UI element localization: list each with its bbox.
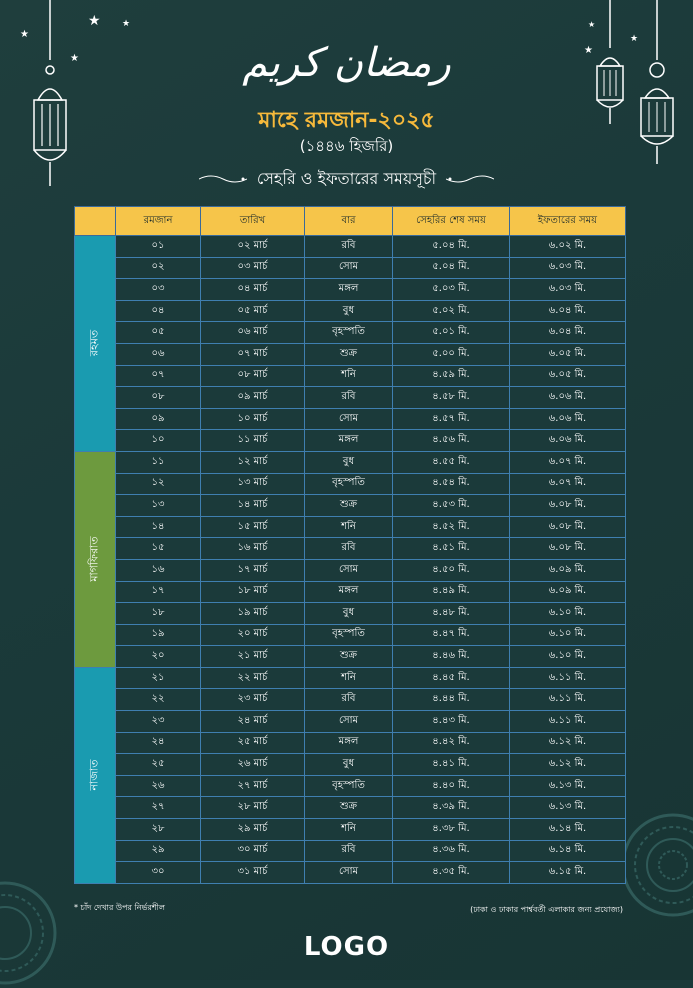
group-label: নাজাত bbox=[87, 759, 101, 791]
table-row bbox=[75, 300, 626, 322]
table-row bbox=[75, 451, 626, 473]
group-rahmat bbox=[75, 236, 116, 452]
cell-sehri-time: ৪.৩৮ মি. bbox=[393, 819, 510, 841]
group-label: মাগফিরাত bbox=[87, 536, 101, 583]
cell-weekday: সোম bbox=[305, 257, 393, 279]
table-row bbox=[75, 797, 626, 819]
cell-sehri-time: ৪.৫৮ মি. bbox=[393, 387, 510, 409]
cell-ramadan-day: ১৭ bbox=[116, 581, 201, 603]
cell-sehri-time: ৪.৩৬ মি. bbox=[393, 840, 510, 862]
cell-iftar-time: ৬.০৬ মি. bbox=[510, 430, 626, 452]
arabic-calligraphy: رمضان كريم bbox=[242, 40, 451, 86]
cell-ramadan-day: ১৫ bbox=[116, 538, 201, 560]
cell-date: ২০ মার্চ bbox=[201, 624, 305, 646]
cell-date: ০৪ মার্চ bbox=[201, 279, 305, 301]
table-row bbox=[75, 516, 626, 538]
cell-date: ২৩ মার্চ bbox=[201, 689, 305, 711]
cell-iftar-time: ৬.১০ মি. bbox=[510, 603, 626, 625]
cell-ramadan-day: ১৬ bbox=[116, 559, 201, 581]
hijri-year: (১৪৪৬ হিজরি) bbox=[299, 137, 394, 155]
cell-date: ১৯ মার্চ bbox=[201, 603, 305, 625]
cell-sehri-time: ৪.৩৯ মি. bbox=[393, 797, 510, 819]
cell-date: ০৭ মার্চ bbox=[201, 343, 305, 365]
cell-weekday: বৃহস্পতি bbox=[305, 322, 393, 344]
cell-ramadan-day: ২৩ bbox=[116, 711, 201, 733]
cell-ramadan-day: ০৯ bbox=[116, 408, 201, 430]
footnote-region: (ঢাকা ও ঢাকার পার্শ্ববর্তী এলাকার জন্য প্রযোজ্য) bbox=[470, 905, 623, 914]
cell-date: ১৪ মার্চ bbox=[201, 495, 305, 517]
cell-date: ১২ মার্চ bbox=[201, 451, 305, 473]
cell-date: ০৯ মার্চ bbox=[201, 387, 305, 409]
star-icon: ★ bbox=[122, 19, 131, 29]
cell-sehri-time: ৫.০৪ মি. bbox=[393, 236, 510, 258]
cell-iftar-time: ৬.১১ মি. bbox=[510, 711, 626, 733]
cell-date: ১৮ মার্চ bbox=[201, 581, 305, 603]
cell-date: ২৭ মার্চ bbox=[201, 775, 305, 797]
cell-iftar-time: ৬.০২ মি. bbox=[510, 236, 626, 258]
star-icon: ★ bbox=[20, 29, 29, 40]
cell-sehri-time: ৪.৫৯ মি. bbox=[393, 365, 510, 387]
cell-date: ২১ মার্চ bbox=[201, 646, 305, 668]
cell-sehri-time: ৪.৪০ মি. bbox=[393, 775, 510, 797]
cell-sehri-time: ৪.৪৫ মি. bbox=[393, 667, 510, 689]
cell-weekday: রবি bbox=[305, 840, 393, 862]
cell-iftar-time: ৬.০৯ মি. bbox=[510, 581, 626, 603]
star-icon: ★ bbox=[88, 13, 101, 29]
cell-sehri-time: ৪.৪৭ মি. bbox=[393, 624, 510, 646]
cell-sehri-time: ৪.৪৯ মি. bbox=[393, 581, 510, 603]
cell-iftar-time: ৬.১০ মি. bbox=[510, 646, 626, 668]
cell-sehri-time: ৪.৫২ মি. bbox=[393, 516, 510, 538]
table-row bbox=[75, 862, 626, 884]
cell-weekday: মঙ্গল bbox=[305, 430, 393, 452]
cell-ramadan-day: ০১ bbox=[116, 236, 201, 258]
group-maghfirat bbox=[75, 451, 116, 667]
cell-date: ২৪ মার্চ bbox=[201, 711, 305, 733]
column-header-group bbox=[75, 207, 116, 236]
cell-sehri-time: ৪.৪২ মি. bbox=[393, 732, 510, 754]
cell-sehri-time: ৪.৪৬ মি. bbox=[393, 646, 510, 668]
flourish-right-icon bbox=[446, 173, 494, 185]
cell-ramadan-day: ২০ bbox=[116, 646, 201, 668]
cell-date: ১৩ মার্চ bbox=[201, 473, 305, 495]
cell-date: ০৩ মার্চ bbox=[201, 257, 305, 279]
cell-date: ২৬ মার্চ bbox=[201, 754, 305, 776]
cell-weekday: বুধ bbox=[305, 603, 393, 625]
column-header-day: বার bbox=[305, 207, 393, 236]
table-row bbox=[75, 689, 626, 711]
table-row bbox=[75, 819, 626, 841]
cell-weekday: বৃহস্পতি bbox=[305, 775, 393, 797]
cell-ramadan-day: ২৫ bbox=[116, 754, 201, 776]
cell-date: ২২ মার্চ bbox=[201, 667, 305, 689]
cell-iftar-time: ৬.১২ মি. bbox=[510, 732, 626, 754]
cell-ramadan-day: ০৭ bbox=[116, 365, 201, 387]
table-row bbox=[75, 732, 626, 754]
cell-ramadan-day: ৩০ bbox=[116, 862, 201, 884]
cell-sehri-time: ৪.৫৩ মি. bbox=[393, 495, 510, 517]
table-row bbox=[75, 343, 626, 365]
cell-sehri-time: ৪.৫৭ মি. bbox=[393, 408, 510, 430]
lantern-icon bbox=[28, 0, 72, 190]
table-body bbox=[75, 236, 626, 884]
cell-ramadan-day: ০৫ bbox=[116, 322, 201, 344]
star-icon: ★ bbox=[588, 20, 596, 29]
page-title: মাহে রমজান-২০২৫ bbox=[258, 108, 435, 133]
cell-ramadan-day: ০৪ bbox=[116, 300, 201, 322]
cell-sehri-time: ৪.৫১ মি. bbox=[393, 538, 510, 560]
cell-ramadan-day: ১১ bbox=[116, 451, 201, 473]
cell-weekday: সোম bbox=[305, 862, 393, 884]
table-header-row bbox=[75, 207, 626, 236]
star-icon: ★ bbox=[584, 45, 593, 56]
table-row bbox=[75, 387, 626, 409]
cell-weekday: শনি bbox=[305, 516, 393, 538]
cell-iftar-time: ৬.১৪ মি. bbox=[510, 819, 626, 841]
cell-iftar-time: ৬.০৮ মি. bbox=[510, 538, 626, 560]
table-row bbox=[75, 754, 626, 776]
cell-weekday: শুক্র bbox=[305, 797, 393, 819]
table-row bbox=[75, 603, 626, 625]
cell-weekday: বুধ bbox=[305, 300, 393, 322]
table-row bbox=[75, 430, 626, 452]
cell-date: ১৫ মার্চ bbox=[201, 516, 305, 538]
table-row bbox=[75, 408, 626, 430]
column-header-ramadan: রমজান bbox=[116, 207, 201, 236]
cell-iftar-time: ৬.০৫ মি. bbox=[510, 343, 626, 365]
cell-date: ৩০ মার্চ bbox=[201, 840, 305, 862]
cell-ramadan-day: ২৬ bbox=[116, 775, 201, 797]
table-row bbox=[75, 559, 626, 581]
cell-sehri-time: ৪.৫০ মি. bbox=[393, 559, 510, 581]
cell-iftar-time: ৬.০৭ মি. bbox=[510, 473, 626, 495]
cell-date: ১৬ মার্চ bbox=[201, 538, 305, 560]
cell-sehri-time: ৫.০০ মি. bbox=[393, 343, 510, 365]
cell-iftar-time: ৬.১৩ মি. bbox=[510, 797, 626, 819]
group-label: রহমত bbox=[87, 330, 101, 357]
cell-ramadan-day: ২৭ bbox=[116, 797, 201, 819]
table-row bbox=[75, 646, 626, 668]
column-header-date: তারিখ bbox=[201, 207, 305, 236]
cell-iftar-time: ৬.১১ মি. bbox=[510, 689, 626, 711]
cell-sehri-time: ৪.৪৪ মি. bbox=[393, 689, 510, 711]
cell-weekday: রবি bbox=[305, 236, 393, 258]
cell-ramadan-day: ১৯ bbox=[116, 624, 201, 646]
mandala-icon bbox=[618, 810, 693, 920]
cell-sehri-time: ৪.৫৬ মি. bbox=[393, 430, 510, 452]
cell-iftar-time: ৬.০৪ মি. bbox=[510, 300, 626, 322]
cell-sehri-time: ৪.৩৫ মি. bbox=[393, 862, 510, 884]
cell-weekday: রবি bbox=[305, 538, 393, 560]
table-row bbox=[75, 365, 626, 387]
cell-ramadan-day: ১৪ bbox=[116, 516, 201, 538]
footnote-moon-sighting: * চাঁদ দেখার উপর নির্ভরশীল bbox=[74, 903, 165, 912]
cell-ramadan-day: ২২ bbox=[116, 689, 201, 711]
table-row bbox=[75, 840, 626, 862]
cell-sehri-time: ৪.৪৮ মি. bbox=[393, 603, 510, 625]
table-row bbox=[75, 279, 626, 301]
cell-ramadan-day: ১০ bbox=[116, 430, 201, 452]
table-row bbox=[75, 473, 626, 495]
cell-weekday: মঙ্গল bbox=[305, 732, 393, 754]
cell-date: ৩১ মার্চ bbox=[201, 862, 305, 884]
group-najat bbox=[75, 667, 116, 883]
table-row bbox=[75, 538, 626, 560]
cell-iftar-time: ৬.০৩ মি. bbox=[510, 279, 626, 301]
cell-ramadan-day: ২৯ bbox=[116, 840, 201, 862]
cell-sehri-time: ৫.০৩ মি. bbox=[393, 279, 510, 301]
cell-iftar-time: ৬.০৭ মি. bbox=[510, 451, 626, 473]
cell-weekday: মঙ্গল bbox=[305, 279, 393, 301]
table-row bbox=[75, 236, 626, 258]
cell-sehri-time: ৪.৪১ মি. bbox=[393, 754, 510, 776]
cell-sehri-time: ৪.৫৫ মি. bbox=[393, 451, 510, 473]
table-row bbox=[75, 711, 626, 733]
cell-ramadan-day: ০৬ bbox=[116, 343, 201, 365]
schedule-heading: সেহরি ও ইফতারের সময়সূচী bbox=[256, 168, 437, 188]
schedule-heading-row bbox=[0, 166, 693, 192]
cell-iftar-time: ৬.০৬ মি. bbox=[510, 408, 626, 430]
cell-sehri-time: ৪.৪৩ মি. bbox=[393, 711, 510, 733]
table-row bbox=[75, 775, 626, 797]
cell-date: ২৮ মার্চ bbox=[201, 797, 305, 819]
cell-iftar-time: ৬.১৪ মি. bbox=[510, 840, 626, 862]
cell-weekday: শনি bbox=[305, 365, 393, 387]
cell-weekday: শুক্র bbox=[305, 646, 393, 668]
cell-weekday: বৃহস্পতি bbox=[305, 624, 393, 646]
cell-iftar-time: ৬.১০ মি. bbox=[510, 624, 626, 646]
cell-weekday: রবি bbox=[305, 387, 393, 409]
cell-weekday: সোম bbox=[305, 711, 393, 733]
cell-weekday: সোম bbox=[305, 408, 393, 430]
star-icon: ★ bbox=[70, 53, 79, 64]
logo: LOGO bbox=[303, 932, 390, 962]
cell-sehri-time: ৫.০৪ মি. bbox=[393, 257, 510, 279]
table-row bbox=[75, 581, 626, 603]
schedule-table-wrapper bbox=[74, 206, 625, 884]
table-row bbox=[75, 257, 626, 279]
cell-iftar-time: ৬.১৩ মি. bbox=[510, 775, 626, 797]
flourish-left-icon bbox=[199, 173, 247, 185]
cell-weekday: বুধ bbox=[305, 754, 393, 776]
cell-ramadan-day: ১৮ bbox=[116, 603, 201, 625]
cell-date: ২৫ মার্চ bbox=[201, 732, 305, 754]
cell-iftar-time: ৬.০৬ মি. bbox=[510, 387, 626, 409]
cell-iftar-time: ৬.০৩ মি. bbox=[510, 257, 626, 279]
cell-weekday: শনি bbox=[305, 667, 393, 689]
cell-date: ২৯ মার্চ bbox=[201, 819, 305, 841]
cell-ramadan-day: ১৩ bbox=[116, 495, 201, 517]
column-header-sehri: সেহরির শেষ সময় bbox=[393, 207, 510, 236]
cell-date: ১০ মার্চ bbox=[201, 408, 305, 430]
cell-ramadan-day: ০৮ bbox=[116, 387, 201, 409]
cell-ramadan-day: ১২ bbox=[116, 473, 201, 495]
cell-weekday: মঙ্গল bbox=[305, 581, 393, 603]
cell-date: ০৫ মার্চ bbox=[201, 300, 305, 322]
table-row bbox=[75, 667, 626, 689]
cell-ramadan-day: ২১ bbox=[116, 667, 201, 689]
cell-weekday: বুধ bbox=[305, 451, 393, 473]
cell-iftar-time: ৬.০৪ মি. bbox=[510, 322, 626, 344]
cell-iftar-time: ৬.১১ মি. bbox=[510, 667, 626, 689]
column-header-iftar: ইফতারের সময় bbox=[510, 207, 626, 236]
cell-sehri-time: ৫.০১ মি. bbox=[393, 322, 510, 344]
table-row bbox=[75, 322, 626, 344]
cell-weekday: শুক্র bbox=[305, 495, 393, 517]
cell-date: ১৭ মার্চ bbox=[201, 559, 305, 581]
cell-date: ০২ মার্চ bbox=[201, 236, 305, 258]
schedule-table bbox=[74, 206, 626, 884]
cell-iftar-time: ৬.০৫ মি. bbox=[510, 365, 626, 387]
cell-ramadan-day: ২৪ bbox=[116, 732, 201, 754]
star-icon: ★ bbox=[630, 34, 639, 44]
cell-iftar-time: ৬.০৯ মি. bbox=[510, 559, 626, 581]
cell-weekday: সোম bbox=[305, 559, 393, 581]
cell-date: ০৮ মার্চ bbox=[201, 365, 305, 387]
cell-ramadan-day: ২৮ bbox=[116, 819, 201, 841]
cell-weekday: রবি bbox=[305, 689, 393, 711]
cell-weekday: শুক্র bbox=[305, 343, 393, 365]
table-row bbox=[75, 495, 626, 517]
cell-weekday: শনি bbox=[305, 819, 393, 841]
cell-iftar-time: ৬.১৫ মি. bbox=[510, 862, 626, 884]
cell-weekday: বৃহস্পতি bbox=[305, 473, 393, 495]
cell-iftar-time: ৬.০৮ মি. bbox=[510, 495, 626, 517]
cell-ramadan-day: ০২ bbox=[116, 257, 201, 279]
cell-iftar-time: ৬.১২ মি. bbox=[510, 754, 626, 776]
cell-sehri-time: ৫.০২ মি. bbox=[393, 300, 510, 322]
table-row bbox=[75, 624, 626, 646]
cell-iftar-time: ৬.০৮ মি. bbox=[510, 516, 626, 538]
cell-sehri-time: ৪.৫৪ মি. bbox=[393, 473, 510, 495]
cell-date: ১১ মার্চ bbox=[201, 430, 305, 452]
cell-ramadan-day: ০৩ bbox=[116, 279, 201, 301]
cell-date: ০৬ মার্চ bbox=[201, 322, 305, 344]
